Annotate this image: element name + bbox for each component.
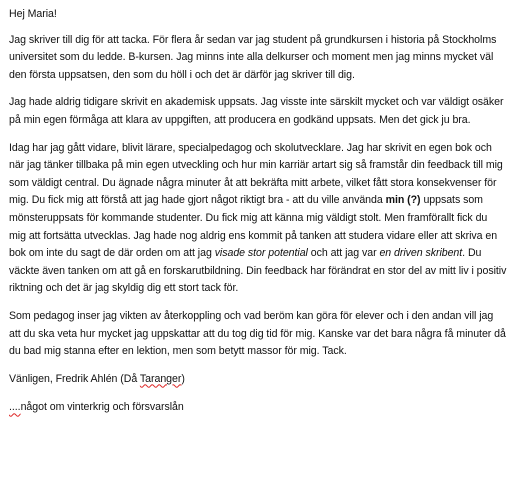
paragraph-career-text-3: och att jag var	[307, 247, 380, 260]
document-body[interactable]	[9, 6, 507, 427]
emphasis-bold-min: min (?)	[385, 194, 421, 207]
footnote-text: något om vinterkrig och försvarslån	[20, 401, 184, 414]
footnote	[9, 399, 507, 417]
paragraph-career-text-1: Idag har jag gått vidare, blivit lärare, specialpedagog och skolutvecklare. Jag har skrivit en egen bok och när jag tänker tillbaka på min egen utveckling och hur min karriär artart sig så framstår din feedback till mig som väldigt central. Du ägnade några minuter åt att bekräfta mitt arbete, vilket fått stora konsekvenser för mig. Du fick mig att förstå att jag hade gjort något riktigt bra - att du ville använda	[9, 141, 503, 207]
signoff-close: )	[181, 372, 185, 385]
paragraph-pedagogy: Som pedagog inser jag vikten av återkoppling och vad beröm kan göra för elever och i den andan vill jag att du ska veta hur mycket jag uppskattar att du tog dig tid för mig. Kanske var det bara några få minuter då du bad mig stanna efter en lektion, men som betytt massor för mig. Tack.	[9, 309, 506, 358]
paragraph-first-essay: Jag hade aldrig tidigare skrivit en akademisk uppsats. Jag visste inte särskilt mycket och var väldigt osäker på min egen förmåga att klara av uppgiften, att producera en godkänd uppsats. Men det gick ju bra.	[9, 96, 504, 126]
paragraph-career-text-2: uppsats som mönsteruppsats för kommande studenter. Du fick mig att känna mig väldigt stolt. Men framförallt fick du mig att fortsätta utvecklas. Jag hade nog aldrig ens kommit på tanken att studera vidare eller att skriva en bok om inte du sagt de där orden om att jag	[9, 194, 498, 260]
spellcheck-flagged-ellipsis[interactable]: ....	[9, 401, 21, 414]
paragraph-career-text-4: . Du väckte även tanken om att gå en forskarutbildning. Din feedback har förändrat en stor del av mitt liv i positiv riktning och det är jag skyldig dig ett stort tack för.	[9, 247, 507, 295]
signoff	[9, 371, 507, 389]
emphasis-italic-skribent: en driven skribent	[379, 247, 463, 260]
emphasis-italic-potential: visade stor potential	[214, 247, 308, 260]
spellcheck-flagged-word[interactable]: Taranger	[139, 372, 182, 385]
paragraph-career	[9, 140, 507, 298]
signoff-text: Vänligen, Fredrik Ahlén (Då	[9, 372, 140, 385]
greeting: Hej Maria!	[9, 8, 57, 20]
paragraph-thanks: Jag skriver till dig för att tacka. För flera år sedan var jag student på grundkursen i historia på Stockholms universitet som du ledde. B-kursen. Jag minns inte alla delkurser och moment men jag minns mycket väl den första uppsatsen, den som du höll i och det är därför jag skriver till dig.	[9, 33, 497, 81]
